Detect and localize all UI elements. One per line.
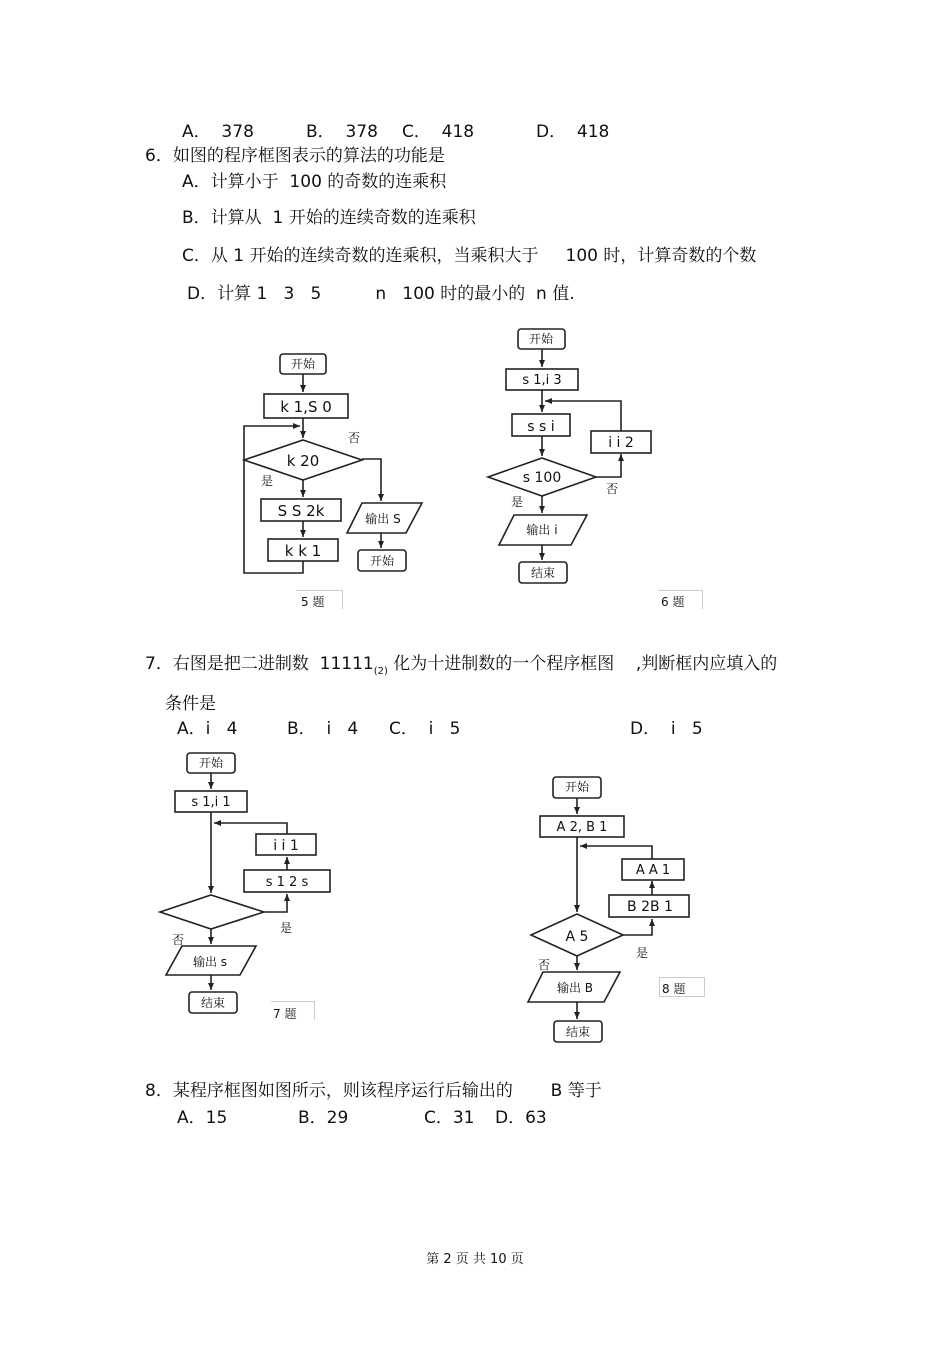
q8-stem: 8．某程序框图如图所示，则该程序运行后输出的 B 等于 <box>145 1081 602 1101</box>
fig7-init-text: s 1,i 1 <box>191 795 231 810</box>
q6-option-b: B．计算从 1 开始的连续奇数的连乘积 <box>182 208 476 228</box>
fig5-yes-label: 是 <box>261 474 274 488</box>
q6-option-a: A．计算小于 100 的奇数的连乘积 <box>182 172 447 192</box>
fig8-end-text: 结束 <box>565 1025 591 1039</box>
fig5-step1-text: S S 2k <box>277 502 325 520</box>
fig7-end-text: 结束 <box>200 996 226 1010</box>
fig6-step2-text: i i 2 <box>608 435 634 451</box>
fig7-start-text: 开始 <box>198 756 224 770</box>
q7-stem-line2: 条件是 <box>165 694 216 714</box>
q7-stem <box>145 654 777 677</box>
q8-option-c: C．31 <box>424 1108 475 1128</box>
fig5-cond-text: k 20 <box>286 452 320 470</box>
fig7-yes-label: 是 <box>280 921 293 935</box>
q7-option-a: A．i 4 <box>177 719 238 739</box>
q6-stem: 6．如图的程序框图表示的算法的功能是 <box>145 146 445 166</box>
q7-stem-part1: 7．右图是把二进制数 11111 <box>145 654 374 674</box>
q6-option-d: D．计算 1 3 5 n 100 时的最小的 n 值. <box>187 284 575 304</box>
fig8-step1-text: A A 1 <box>635 863 671 878</box>
q7-option-d: D． i 5 <box>630 719 703 739</box>
q5-option-b: B． 378 <box>306 122 378 142</box>
fig5-step2-text: k k 1 <box>284 542 322 560</box>
q8-option-a: A．15 <box>177 1108 228 1128</box>
q6-option-c: C．从 1 开始的连续奇数的连乘积，当乘积大于 100 时，计算奇数的个数 <box>182 246 757 266</box>
page-footer: 第 2 页 共 10 页 <box>426 1252 524 1267</box>
fig5-init-text: k 1,S 0 <box>280 398 332 416</box>
fig8-no-label: 否 <box>538 958 551 972</box>
fig5-end-text: 开始 <box>369 554 395 568</box>
fig7-step1-text: i i 1 <box>273 838 299 854</box>
fig8-start-text: 开始 <box>564 780 590 794</box>
q5-option-c: C． 418 <box>402 122 475 142</box>
fig7-condition-diamond <box>160 895 264 929</box>
fig7-no-label: 否 <box>172 933 185 947</box>
fig6-end-text: 结束 <box>530 566 556 580</box>
fig5-start-text: 开始 <box>290 357 316 371</box>
fig8-cond-text: A 5 <box>565 929 589 945</box>
q7-stem-part2: 化为十进制数的一个程序框图 ,判断框内应填入的 <box>387 654 778 674</box>
fig6-start-text: 开始 <box>528 332 554 346</box>
fig8-output-text: 输出 B <box>556 981 594 995</box>
q8-option-d: D．63 <box>495 1108 547 1128</box>
fig6-flowchart <box>488 329 651 583</box>
fig6-no-label: 否 <box>606 482 619 496</box>
fig6-label: 6 题 <box>661 595 685 609</box>
fig8-yes-label: 是 <box>636 946 649 960</box>
fig8-step2-text: B 2B 1 <box>627 899 673 915</box>
fig5-output-text: 输出 S <box>365 512 401 526</box>
q7-subscript: (2) <box>373 666 388 677</box>
fig5-flowchart <box>244 354 422 573</box>
fig7-output-text: 输出 s <box>192 955 228 969</box>
q5-option-a: A． 378 <box>182 122 254 142</box>
q7-option-b: B． i 4 <box>287 719 359 739</box>
fig6-cond-text: s 100 <box>522 470 562 486</box>
q5-option-d: D． 418 <box>536 122 610 142</box>
q7-option-c: C． i 5 <box>389 719 461 739</box>
fig6-init-text: s 1,i 3 <box>522 373 562 388</box>
fig8-label: 8 题 <box>662 982 686 996</box>
fig8-init-text: A 2, B 1 <box>556 820 608 835</box>
fig7-step2-text: s 1 2 s <box>265 875 309 890</box>
q8-option-b: B．29 <box>298 1108 349 1128</box>
fig6-step1-text: s s i <box>527 419 555 435</box>
fig6-yes-label: 是 <box>511 495 524 509</box>
fig5-no-label: 否 <box>348 431 361 445</box>
fig5-label: 5 题 <box>301 595 325 609</box>
fig7-label: 7 题 <box>273 1007 297 1021</box>
fig6-output-text: 输出 i <box>526 523 558 537</box>
